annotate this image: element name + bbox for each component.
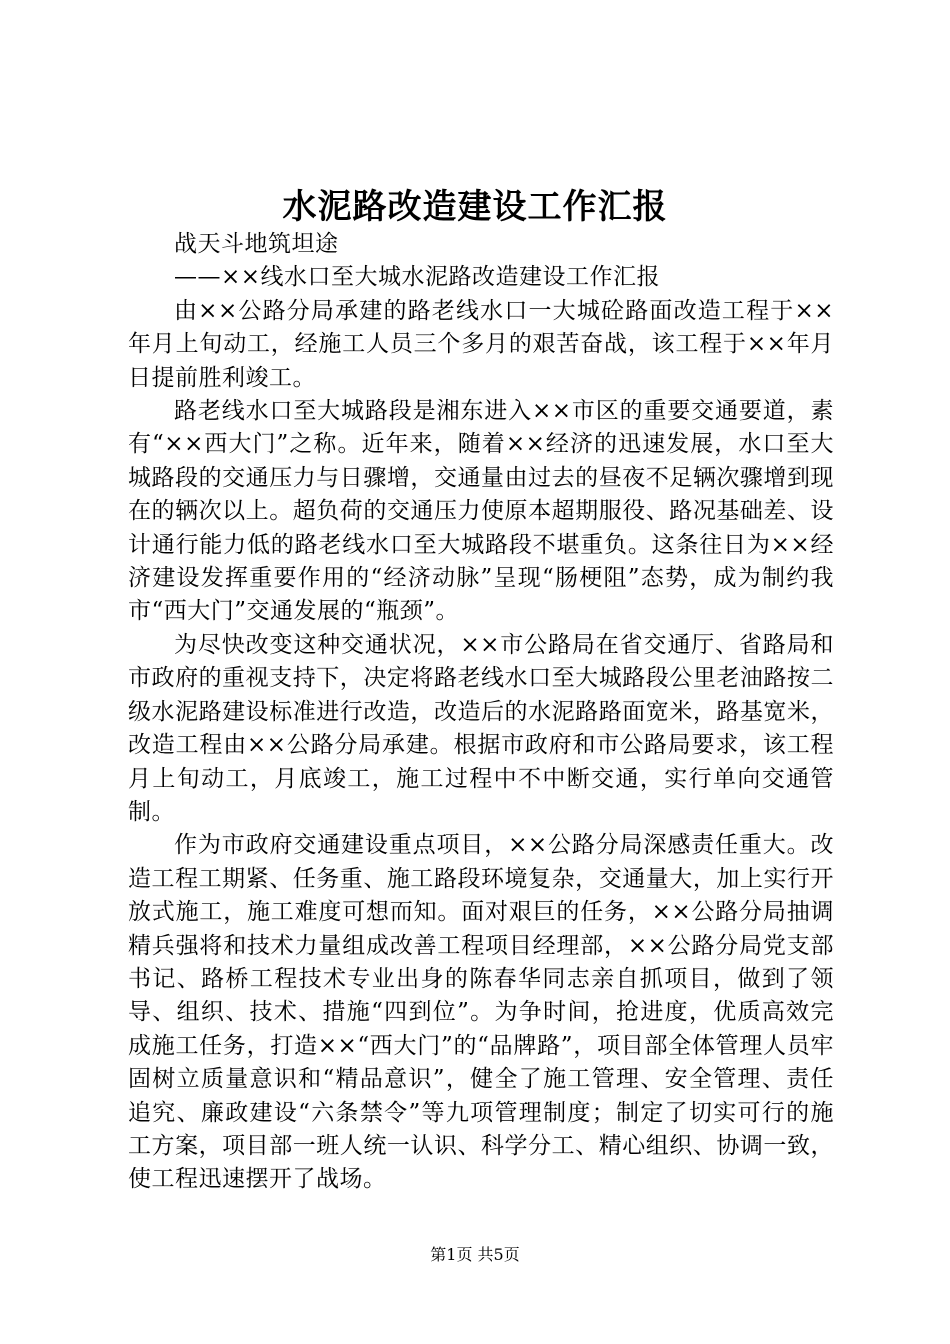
subtitle-line-2: ——××线水口至大城水泥路改造建设工作汇报 [174,264,661,291]
paragraph-4: 作为市政府交通建设重点项目，××公路分局深感责任重大。改造工程工期紧、任务重、施工路段环境复杂，交通量大，加上实行开放式施工，施工难度可想而知。面对艰巨的任务，××公路分局抽调精兵强将和技术力量组成改善工程项目经理部，××公路分局党支部书记、路桥工程技术专业出身的陈春华同志亲自抓项目，做到了领导、组织、技术、措施“四到位”。为争时间，抢进度，优质高效完成施工任务，打造××“西大门”的“品牌路”，项目部全体管理人员牢固树立质量意识和“精品意识”，健全了施工管理、安全管理、责任追究、廉政建设“六条禁令”等九项管理制度；制定了切实可行的施工方案，项目部一班人统一认识、科学分工、精心组织、协调一致，使工程迅速摆开了战场。 [128,832,834,1193]
paragraph-1: 由××公路分局承建的路老线水口一大城砼路面改造工程于××年月上旬动工，经施工人员三个多月的艰苦奋战，该工程于××年月日提前胜利竣工。 [128,297,834,391]
document-body [128,228,834,1197]
subtitle-line-1: 战天斗地筑坦途 [174,231,339,257]
paragraph-2: 路老线水口至大城路段是湘东进入××市区的重要交通要道，素有“××西大门”之称。近年来，随着××经济的迅速发展，水口至大城路段的交通压力与日骤增，交通量由过去的昼夜不足辆次骤增到现在的辆次以上。超负荷的交通压力使原本超期服役、路况基础差、设计通行能力低的路老线水口至大城路段不堪重负。这条往日为××经济建设发挥重要作用的“经济动脉”呈现“肠梗阻”态势，成为制约我市“西大门”交通发展的“瓶颈”。 [128,398,834,625]
document-title: 水泥路改造建设工作汇报 [282,187,668,227]
page-footer: 第1页 共5页 [430,1245,520,1264]
paragraph-3: 为尽快改变这种交通状况，××市公路局在省交通厅、省路局和市政府的重视支持下，决定将路老线水口至大城路段公里老油路按二级水泥路建设标准进行改造，改造后的水泥路路面宽米，路基宽米，改造工程由××公路分局承建。根据市政府和市公路局要求，该工程月上旬动工，月底竣工，施工过程中不中断交通，实行单向交通管制。 [128,631,834,825]
